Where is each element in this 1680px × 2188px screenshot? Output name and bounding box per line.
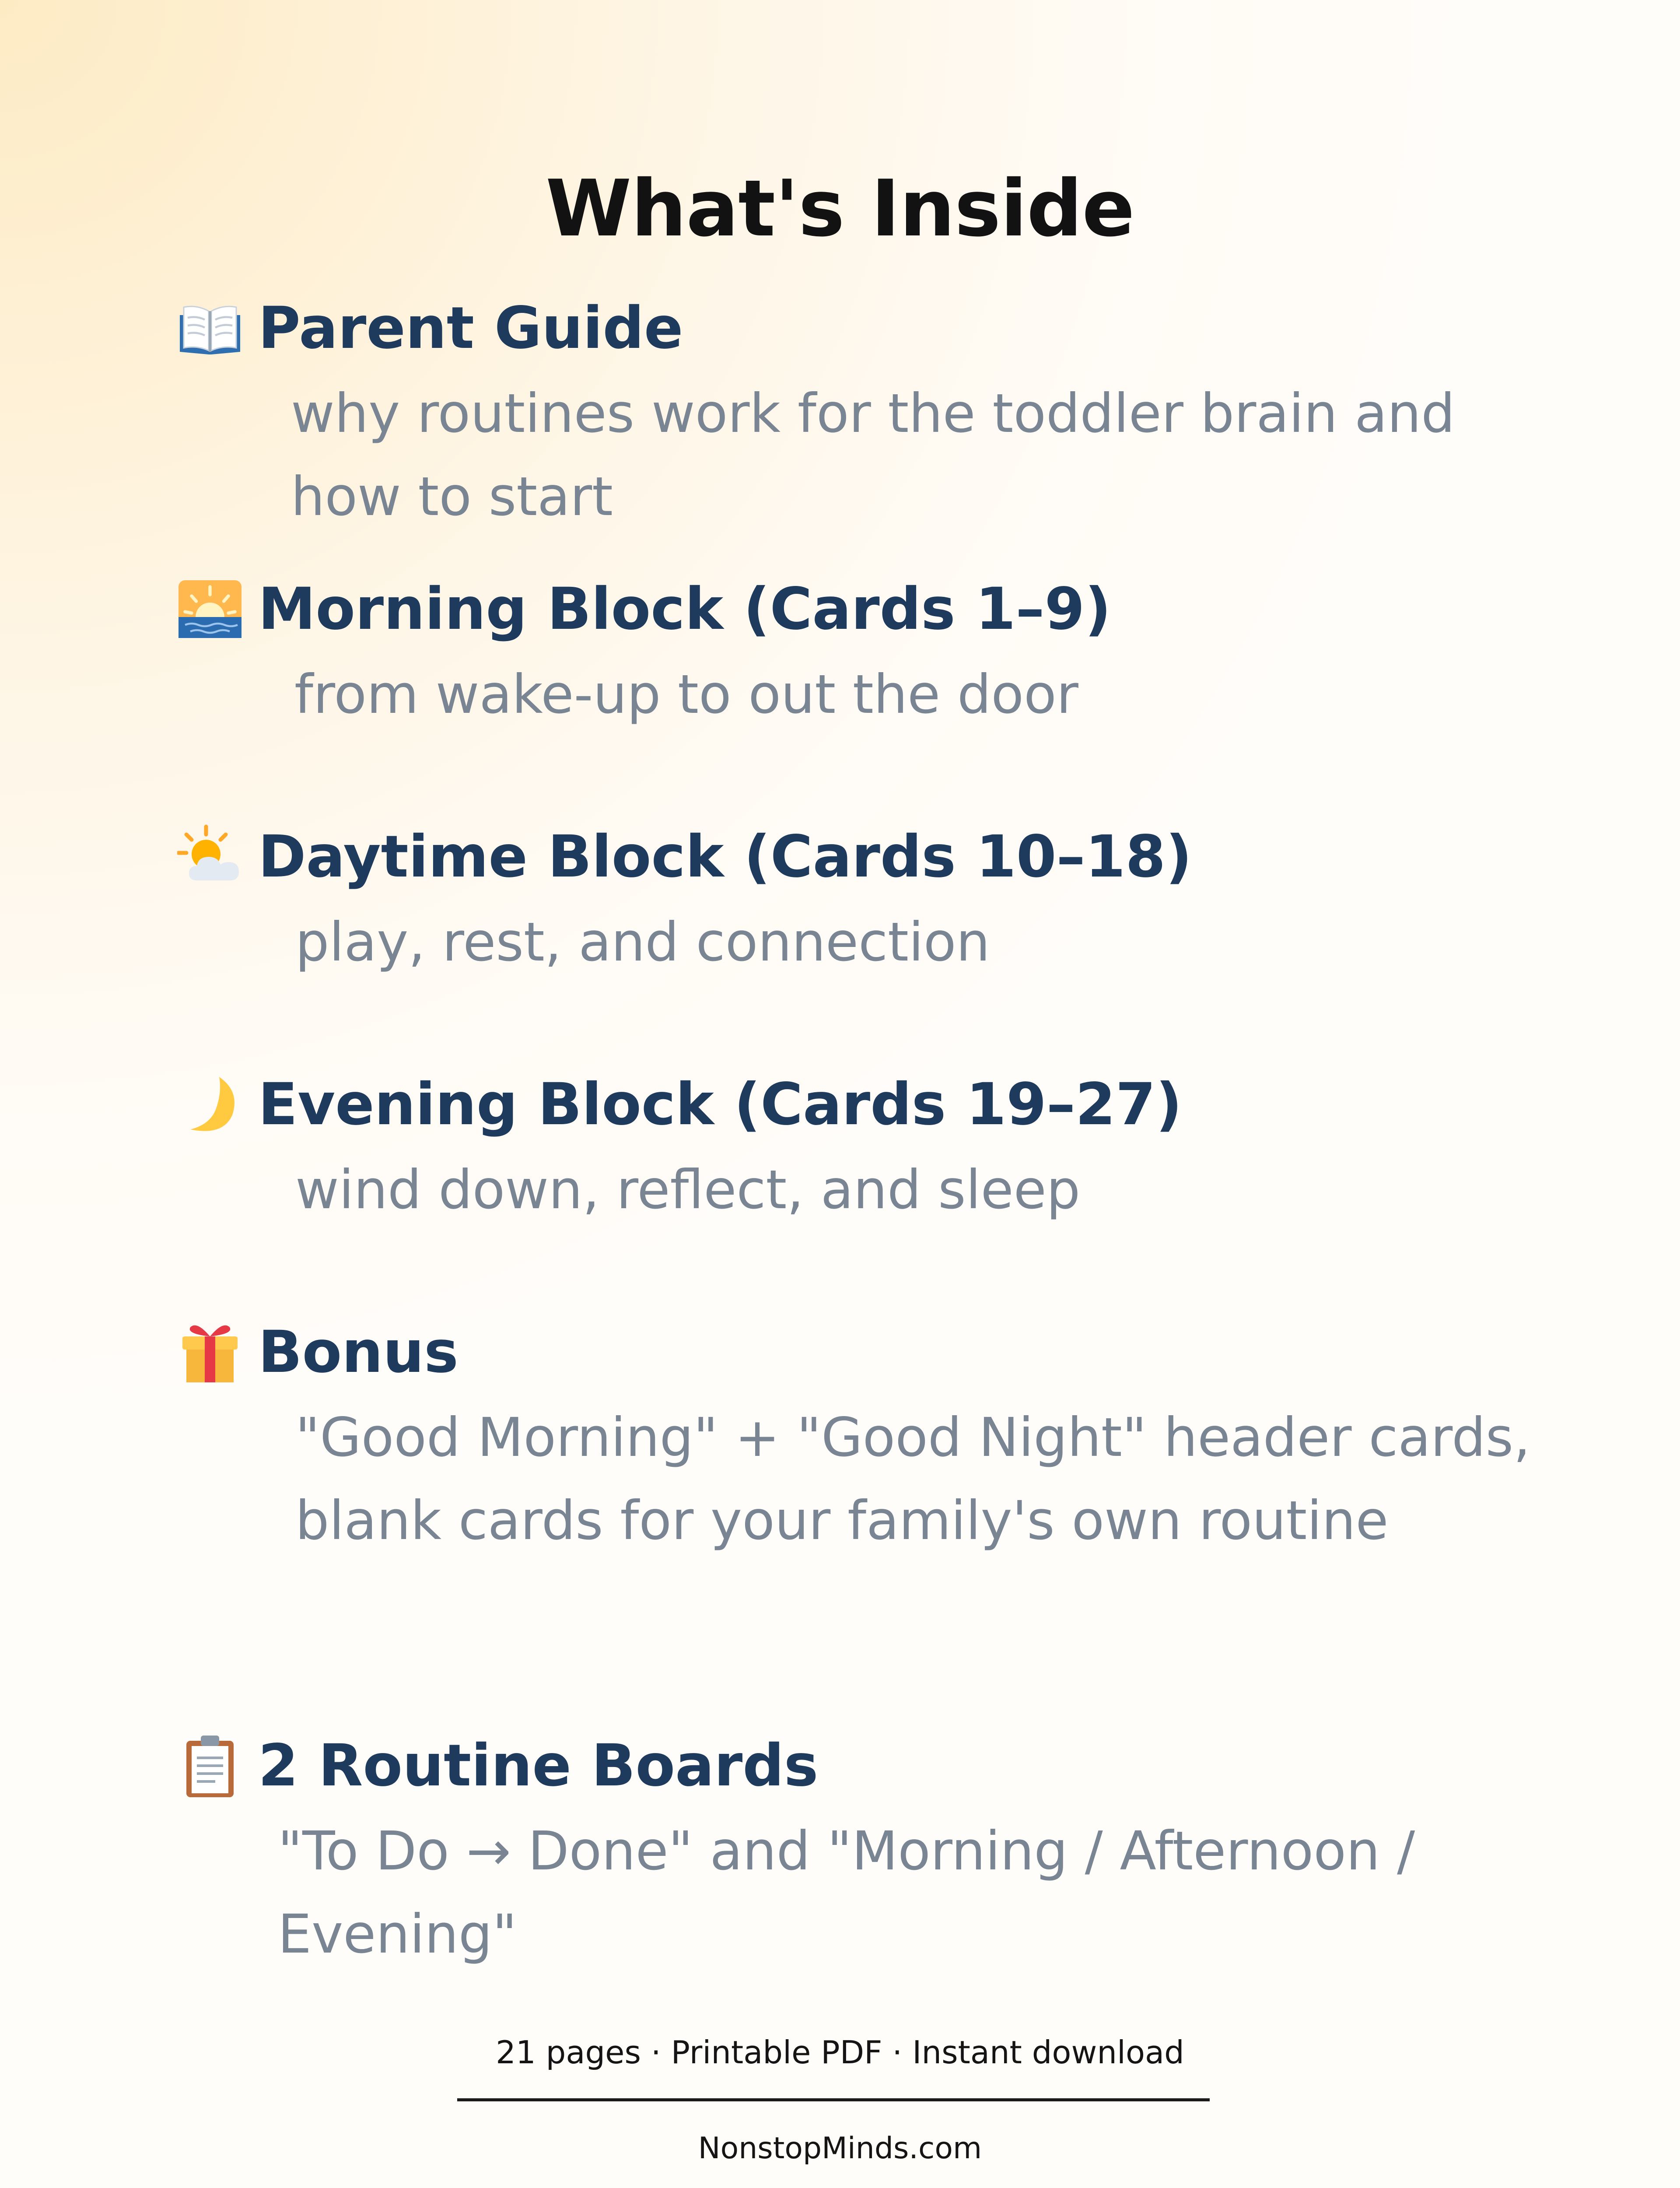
section-description: why routines work for the toddler brain and how to start — [291, 382, 1455, 528]
clipboard-icon — [177, 1733, 243, 1799]
section-description: from wake-up to out the door — [294, 663, 1078, 726]
section-daytime-block — [177, 822, 1547, 984]
website-link[interactable]: NonstopMinds.com — [698, 2131, 982, 2166]
section-title: Daytime Block (Cards 10–18) — [258, 823, 1192, 891]
section-title: 2 Routine Boards — [258, 1732, 819, 1799]
section-evening-block — [177, 1069, 1547, 1231]
gift-icon — [177, 1319, 243, 1385]
section-description: "To Do → Done" and "Morning / Afternoon / Evening" — [278, 1820, 1415, 1965]
product-details: 21 pages · Printable PDF · Instant download — [496, 2034, 1184, 2071]
page-title: What's Inside — [546, 163, 1134, 254]
section-bonus — [177, 1317, 1547, 1562]
section-description: wind down, reflect, and sleep — [295, 1159, 1081, 1221]
section-morning-block — [177, 574, 1547, 736]
footer-divider — [457, 2098, 1210, 2101]
crescent-moon-icon — [177, 1072, 243, 1137]
section-description: "Good Morning" + "Good Night" header cards, blank cards for your family's own routine — [295, 1406, 1530, 1552]
section-title: Evening Block (Cards 19–27) — [258, 1071, 1182, 1138]
sun-behind-cloud-icon — [177, 824, 243, 890]
section-title: Morning Block (Cards 1–9) — [258, 575, 1111, 643]
open-book-icon — [177, 295, 243, 361]
section-routine-boards — [177, 1731, 1547, 1976]
section-description: play, rest, and connection — [295, 911, 990, 973]
section-parent-guide — [177, 293, 1547, 538]
section-title: Parent Guide — [258, 295, 683, 362]
section-title: Bonus — [258, 1318, 458, 1386]
sunrise-icon — [177, 576, 243, 642]
